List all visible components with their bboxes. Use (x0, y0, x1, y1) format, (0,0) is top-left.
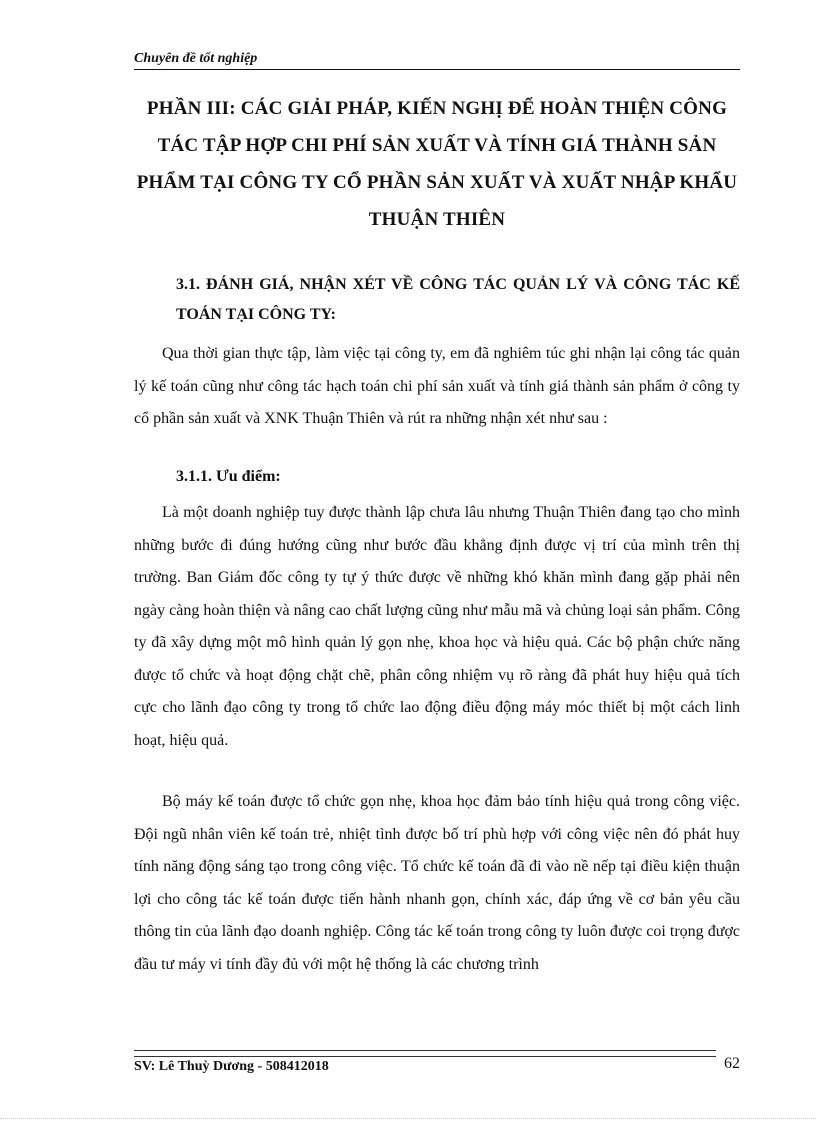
chapter-title: PHẦN III: CÁC GIẢI PHÁP, KIẾN NGHỊ ĐỂ HOÀN THIỆN CÔNG TÁC TẬP HỢP CHI PHÍ SẢN XUẤT VÀ TÍNH GIÁ THÀNH SẢN PHẨM TẠI CÔNG TY CỔ PHẦN SẢN XUẤT VÀ XUẤT NHẬP KHẨU THUẬN THIÊN (136, 98, 738, 230)
intro-paragraph: Qua thời gian thực tập, làm việc tại công ty, em đã nghiêm túc ghi nhận lại công tác quản lý kế toán cũng như công tác hạch toán chi phí sản xuất và tính giá thành sản phẩm ở công ty cổ phần sản xuất và XNK Thuận Thiên và rút ra những nhận xét như sau : (134, 345, 740, 427)
running-header: Chuyên đề tốt nghiệp (134, 51, 258, 66)
header-divider (134, 69, 740, 70)
footer-student-info: SV: Lê Thuỳ Dương - 508412018 (134, 1059, 329, 1074)
section-heading: 3.1. ĐÁNH GIÁ, NHẬN XÉT VỀ CÔNG TÁC QUẢN LÝ VÀ CÔNG TÁC KẾ TOÁN TẠI CÔNG TY: (176, 276, 740, 323)
subsection-heading: 3.1.1. Ưu điểm: (176, 468, 281, 485)
footer-divider (134, 1050, 716, 1057)
page-number: 62 (724, 1055, 740, 1072)
body-paragraph: Bộ máy kế toán được tổ chức gọn nhẹ, khoa học đảm bảo tính hiệu quả trong công việc. Đội ngũ nhân viên kế toán trẻ, nhiệt tình được bố trí phù hợp với công việc nên đó phát huy tính năng động sáng tạo trong công việc. Tổ chức kế toán đã đi vào nề nếp tại điều kiện thuận lợi cho công tác kế toán được tiến hành nhanh gọn, chính xác, đáp ứng về cơ bản yêu cầu thông tin của lãnh đạo doanh nghiệp. Công tác kế toán trong công ty luôn được coi trọng được đầu tư máy vi tính đầy đủ với một hệ thống là các chương trình (134, 793, 740, 973)
body-paragraph: Là một doanh nghiệp tuy được thành lập chưa lâu nhưng Thuận Thiên đang tạo cho mình những bước đi đúng hướng cũng như bước đầu khẳng định được vị trí của mình trên thị trường. Ban Giám đốc công ty tự ý thức được về những khó khăn mình đang gặp phải nên ngày càng hoàn thiện và nâng cao chất lượng cũng như mẫu mã và chủng loại sản phẩm. Công ty đã xây dựng một mô hình quản lý gọn nhẹ, khoa học và hiệu quả. Các bộ phận chức năng được tổ chức và hoạt động chặt chẽ, phân công nhiệm vụ rõ ràng đã phát huy hiệu quả tích cực cho lãnh đạo công ty trong tổ chức lao động điều động máy móc thiết bị một cách linh hoạt, hiệu quả. (134, 504, 740, 749)
page-edge-divider (0, 1118, 816, 1119)
